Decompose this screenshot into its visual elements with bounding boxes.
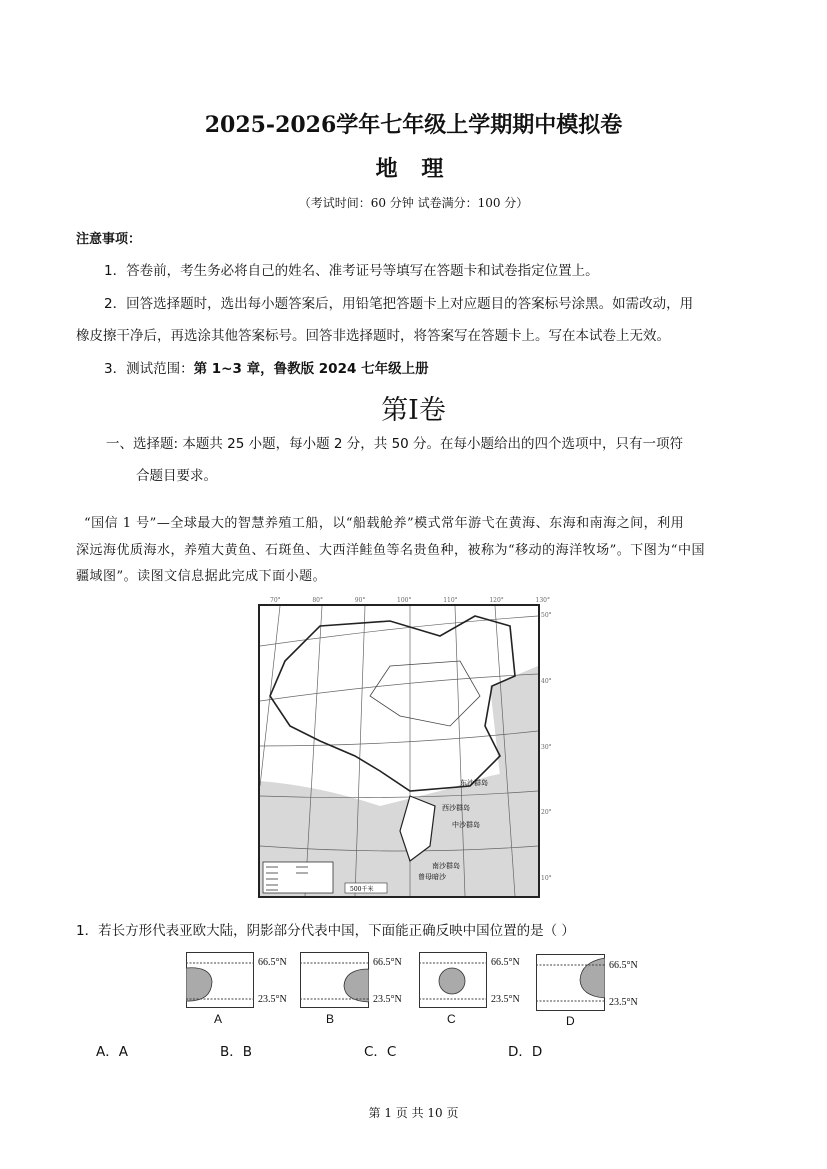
lon-label: 130° bbox=[535, 597, 550, 604]
figure-c bbox=[419, 952, 487, 1012]
figure-d-label: D bbox=[566, 1014, 575, 1028]
figure-d-lat-top: 66.5°N bbox=[609, 960, 638, 971]
lon-label: 100° bbox=[397, 597, 412, 604]
section-instruction: 一、选择题: 本题共 25 小题，每小题 2 分，共 50 分。在每小题给出的四个选项中，只有一项符 bbox=[106, 436, 684, 452]
figure-b-lat-bottom: 23.5°N bbox=[373, 994, 402, 1005]
lon-label: 120° bbox=[489, 597, 504, 604]
option-c[interactable]: C．C bbox=[364, 1044, 397, 1060]
exam-meta: （考试时间：60 分钟 试卷满分：100 分） bbox=[298, 196, 529, 210]
passage-line-3: 疆域图”。读图文信息据此完成下面小题。 bbox=[76, 569, 327, 584]
option-b[interactable]: B．B bbox=[220, 1044, 253, 1060]
exam-title: 2025-2026学年七年级上学期期中模拟卷 bbox=[204, 112, 623, 138]
notice-item-3 bbox=[104, 357, 429, 377]
map-label-nansha: 南沙群岛 bbox=[432, 862, 460, 870]
notice-item-2-cont: 橡皮擦干净后，再选涂其他答案标号。回答非选择题时，将答案写在答题卡上。写在本试卷上无效。 bbox=[76, 328, 670, 344]
figure-c-label: C bbox=[447, 1012, 456, 1026]
latitude-labels bbox=[541, 612, 552, 882]
china-border bbox=[270, 616, 515, 791]
lon-label: 90° bbox=[354, 597, 366, 604]
map-scale: 500千米 bbox=[350, 886, 374, 893]
figure-c-graphic bbox=[419, 952, 487, 1008]
figure-a bbox=[186, 952, 254, 1012]
lon-label: 110° bbox=[443, 597, 458, 604]
map-label-xisha: 西沙群岛 bbox=[442, 804, 470, 812]
figure-b-label: B bbox=[326, 1012, 335, 1026]
notice-item-2: 2．回答选择题时，选出每小题答案后，用铅笔把答题卡上对应题目的答案标号涂黑。如需改动，用 bbox=[104, 296, 694, 312]
option-d[interactable]: D．D bbox=[508, 1044, 543, 1060]
notice-item-3-label: 3．测试范围： bbox=[104, 361, 194, 377]
volume-title: 第I卷 bbox=[381, 395, 446, 426]
figure-d bbox=[536, 954, 605, 1015]
figure-c-lat-bottom: 23.5°N bbox=[491, 994, 520, 1005]
figure-a-label: A bbox=[214, 1012, 223, 1026]
figure-a-lat-top: 66.5°N bbox=[258, 957, 287, 968]
test-scope: 第 1~3 章，鲁教版 2024 七年级上册 bbox=[193, 361, 429, 377]
option-a[interactable]: A．A bbox=[96, 1044, 128, 1060]
lat-label: 40° bbox=[541, 677, 552, 685]
lon-label: 70° bbox=[270, 597, 281, 604]
page-footer: 第 1 页 共 10 页 bbox=[368, 1106, 459, 1120]
figure-b bbox=[300, 952, 369, 1012]
longitude-labels bbox=[270, 597, 550, 604]
figure-a-graphic bbox=[186, 952, 254, 1008]
lat-label: 50° bbox=[541, 612, 552, 619]
notice-heading: 注意事项： bbox=[76, 232, 142, 247]
map-label-zhongsha: 中沙群岛 bbox=[452, 821, 480, 829]
map-graphic bbox=[260, 606, 538, 896]
lat-label: 20° bbox=[541, 809, 552, 817]
map-label-dongsha: 东沙群岛 bbox=[460, 779, 488, 787]
figure-a-lat-bottom: 23.5°N bbox=[258, 994, 287, 1005]
china-territory-map bbox=[258, 604, 540, 898]
lat-label: 30° bbox=[541, 743, 552, 751]
lon-label: 80° bbox=[312, 597, 323, 604]
figure-c-lat-top: 66.5°N bbox=[491, 957, 520, 968]
figure-d-lat-bottom: 23.5°N bbox=[609, 997, 638, 1008]
section-instruction-cont: 合题目要求。 bbox=[136, 468, 217, 484]
figure-b-lat-top: 66.5°N bbox=[373, 957, 402, 968]
subject-title: 地 理 bbox=[375, 156, 452, 182]
province-borders bbox=[370, 661, 480, 726]
passage-line-2: 深远海优质海水，养殖大黄鱼、石斑鱼、大西洋鲑鱼等名贵鱼种，被称为“移动的海洋牧场”。下图为“中国 bbox=[76, 543, 705, 558]
notice-item-1: 1．答卷前，考生务必将自己的姓名、准考证号等填写在答题卡和试卷指定位置上。 bbox=[104, 263, 599, 279]
map-label-zengmu: 曾母暗沙 bbox=[418, 873, 446, 881]
passage-line-1: “国信 1 号”—全球最大的智慧养殖工船，以“船载舱养”模式常年游弋在黄海、东海和南海之间，利用 bbox=[84, 516, 685, 531]
question-1-stem: 1．若长方形代表亚欧大陆，阴影部分代表中国，下面能正确反映中国位置的是（ ） bbox=[76, 923, 575, 939]
lat-label: 10° bbox=[541, 875, 552, 882]
figure-d-graphic bbox=[536, 954, 605, 1011]
figure-b-graphic bbox=[300, 952, 369, 1008]
